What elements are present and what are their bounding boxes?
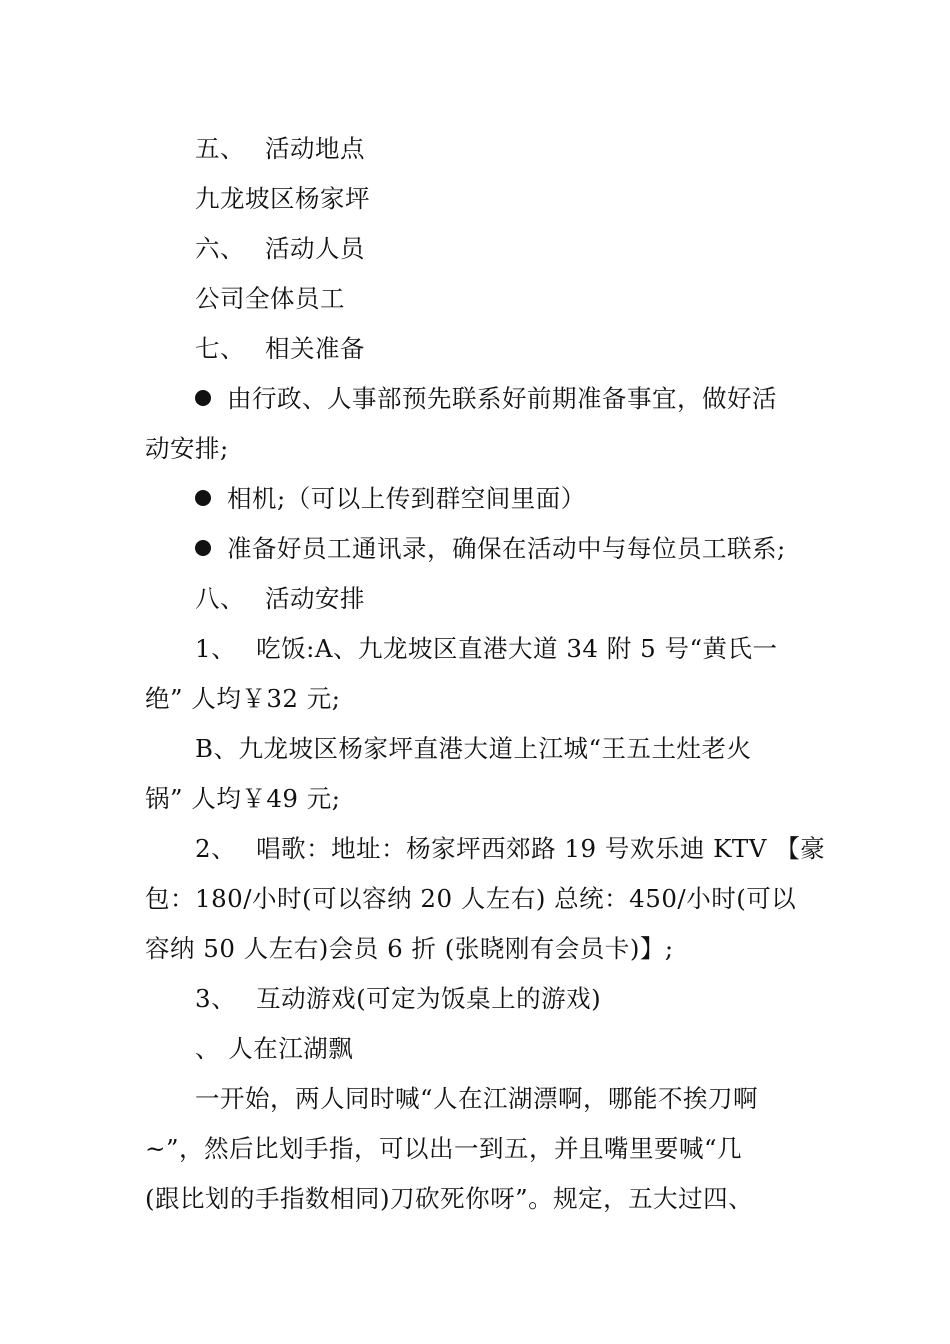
bullet-item-1-continued: 动安排; <box>145 434 229 463</box>
item-number: 3、 <box>195 984 237 1013</box>
bullet-text: 相机;（可以上传到群空间里面） <box>227 484 586 513</box>
bullet-text: 准备好员工通讯录，确保在活动中与每位员工联系; <box>227 534 786 563</box>
section-number: 七、 <box>195 334 245 363</box>
schedule-item-3 <box>195 984 855 1014</box>
schedule-item-1-continued: 绝” 人均￥32 元; <box>145 684 341 713</box>
item-text: 唱歌：地址：杨家坪西郊路 19 号欢乐迪 KTV 【豪 <box>256 834 826 863</box>
section-title: 相关准备 <box>265 334 365 363</box>
section-6-heading <box>195 234 855 264</box>
section-5-heading <box>195 134 855 164</box>
bullet-item-2 <box>195 484 855 514</box>
schedule-item-1b: B、九龙坡区杨家坪直港大道上江城“王五土灶老火 <box>195 734 752 763</box>
schedule-item-2-line-2: 包：180/小时(可以容纳 20 人左右) 总统：450/小时(可以 <box>145 884 797 913</box>
section-number: 五、 <box>195 134 245 163</box>
item-number: 2、 <box>195 834 237 863</box>
bullet-dot-icon <box>195 540 211 556</box>
bullet-dot-icon <box>195 490 211 506</box>
schedule-item-2 <box>195 834 855 864</box>
section-number: 六、 <box>195 234 245 263</box>
bullet-text: 由行政、人事部预先联系好前期准备事宜，做好活 <box>227 384 777 413</box>
game-description-line-1: 一开始，两人同时喊“人在江湖漂啊，哪能不挨刀啊 <box>195 1084 759 1113</box>
section-number: 八、 <box>195 584 245 613</box>
section-title: 活动安排 <box>265 584 365 613</box>
schedule-item-1 <box>195 634 855 664</box>
section-title: 活动地点 <box>265 134 365 163</box>
schedule-item-1b-continued: 锅” 人均￥49 元; <box>145 784 341 813</box>
section-5-body: 九龙坡区杨家坪 <box>195 184 370 213</box>
schedule-item-2-line-3: 容纳 50 人左右)会员 6 折 (张晓刚有会员卡)】; <box>145 934 674 963</box>
section-7-heading <box>195 334 855 364</box>
item-text: 互动游戏(可定为饭桌上的游戏) <box>256 984 602 1013</box>
game-title: 、 人在江湖飘 <box>195 1034 354 1063</box>
section-8-heading <box>195 584 855 614</box>
item-number: 1、 <box>195 634 237 663</box>
game-description-line-3: (跟比划的手指数相同)刀砍死你呀”。规定，五大过四、 <box>145 1184 754 1213</box>
bullet-item-3 <box>195 534 855 564</box>
section-6-body: 公司全体员工 <box>195 284 345 313</box>
game-description-line-2: ~”，然后比划手指，可以出一到五，并且嘴里要喊“几 <box>145 1134 743 1163</box>
bullet-item-1 <box>195 384 855 414</box>
section-title: 活动人员 <box>265 234 365 263</box>
item-text: 吃饭:A、九龙坡区直港大道 34 附 5 号“黄氏一 <box>256 634 778 663</box>
bullet-dot-icon <box>195 390 211 406</box>
